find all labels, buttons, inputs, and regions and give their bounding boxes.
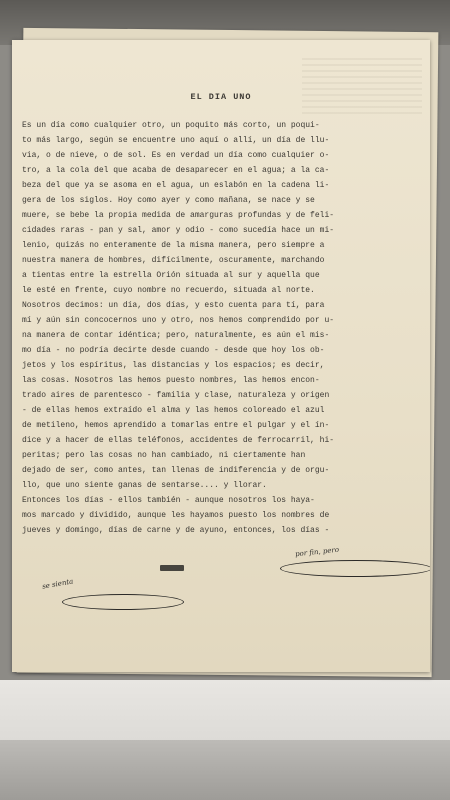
- handwritten-note: se sienta: [41, 577, 74, 591]
- text-line: na manera de contar idéntica; pero, naturalmente, es aún el mis-: [22, 331, 330, 340]
- text-line: jetos y los espíritus, las distancias y los espacios; es decir,: [22, 361, 325, 370]
- text-line: to más largo, según se encuentre uno aquí o allí, un día de llu-: [22, 136, 330, 145]
- text-line: via, o de nieve, o de sol. Es en verdad un día como cualquier o-: [22, 151, 330, 160]
- text-line: Es un día como cualquier otro, un poquito más corto, un poqui-: [22, 121, 320, 130]
- text-line: nuestra manera de hombres, difícilmente, oscuramente, marchando: [22, 256, 325, 265]
- document-body: [22, 118, 424, 538]
- text-line: mos marcado y dividido, aunque les hayamos puesto los nombres de: [22, 511, 330, 520]
- text-line: muere, se bebe la propia medida de amarguras profundas y de feli-: [22, 211, 335, 220]
- handwritten-circle-mark: [280, 560, 430, 577]
- background-bottom: [0, 680, 450, 800]
- typewritten-page: [12, 40, 430, 672]
- handwritten-circle-mark: [62, 594, 184, 610]
- text-line: Entonces los días - ellos también - aunque nosotros los haya-: [22, 496, 315, 505]
- text-line: le esté en frente, cuyo nombre no recuerdo, situada al norte.: [22, 286, 315, 295]
- text-line: cidades raras - pan y sal, amor y odio - como sucedía hace un mi-: [22, 226, 335, 235]
- text-line: llo, que uno siente ganas de sentarse.... y llorar.: [22, 481, 267, 490]
- text-line: las cosas. Nosotros las hemos puesto nombres, las hemos encon-: [22, 376, 320, 385]
- handwritten-note: por fin, pero: [294, 545, 340, 559]
- text-line: tro, a la cola del que acaba de desaparecer en el agua; a la ca-: [22, 166, 330, 175]
- text-line: dejado de ser, como antes, tan llenas de indiferencia y de orgu-: [22, 466, 330, 475]
- text-line: lenio, quizás no enteramente de la misma manera, pero siempre a: [22, 241, 325, 250]
- text-line: mí y aún sin concocernos uno y otro, nos hemos comprendido por u-: [22, 316, 335, 325]
- text-line: jueves y domingo, días de carne y de ayuno, entonces, los días -: [22, 526, 330, 535]
- text-line: beza del que ya se asoma en el agua, un eslabón en la cadena li-: [22, 181, 330, 190]
- document-title: EL DIA UNO: [190, 92, 252, 102]
- text-line: dice y a hacer de ellas teléfonos, accidentes de ferrocarril, hi-: [22, 436, 335, 445]
- text-line: - de ellas hemos extraído el alma y las hemos coloreado el azul: [22, 406, 325, 415]
- text-line: mo día - no podría decirte desde cuando - desde que hoy los ob-: [22, 346, 325, 355]
- text-line: gera de los siglos. Hoy como ayer y como mañana, se nace y se: [22, 196, 315, 205]
- bleed-through-text: [302, 58, 422, 118]
- text-line: trado aires de parentesco - familia y clase, naturaleza y origen: [22, 391, 330, 400]
- text-line: de metileno, hemos aprendido a tomarlas entre el pulgar y el ín-: [22, 421, 330, 430]
- struck-out-word: [160, 565, 184, 571]
- text-line: Nosotros decimos: un día, dos días, y esto cuenta para tí, para: [22, 301, 325, 310]
- text-line: a tientas entre la estrella Orión situada al sur y aquella que: [22, 271, 320, 280]
- text-line: peritas; pero las cosas no han cambiado, ni ciertamente han: [22, 451, 306, 460]
